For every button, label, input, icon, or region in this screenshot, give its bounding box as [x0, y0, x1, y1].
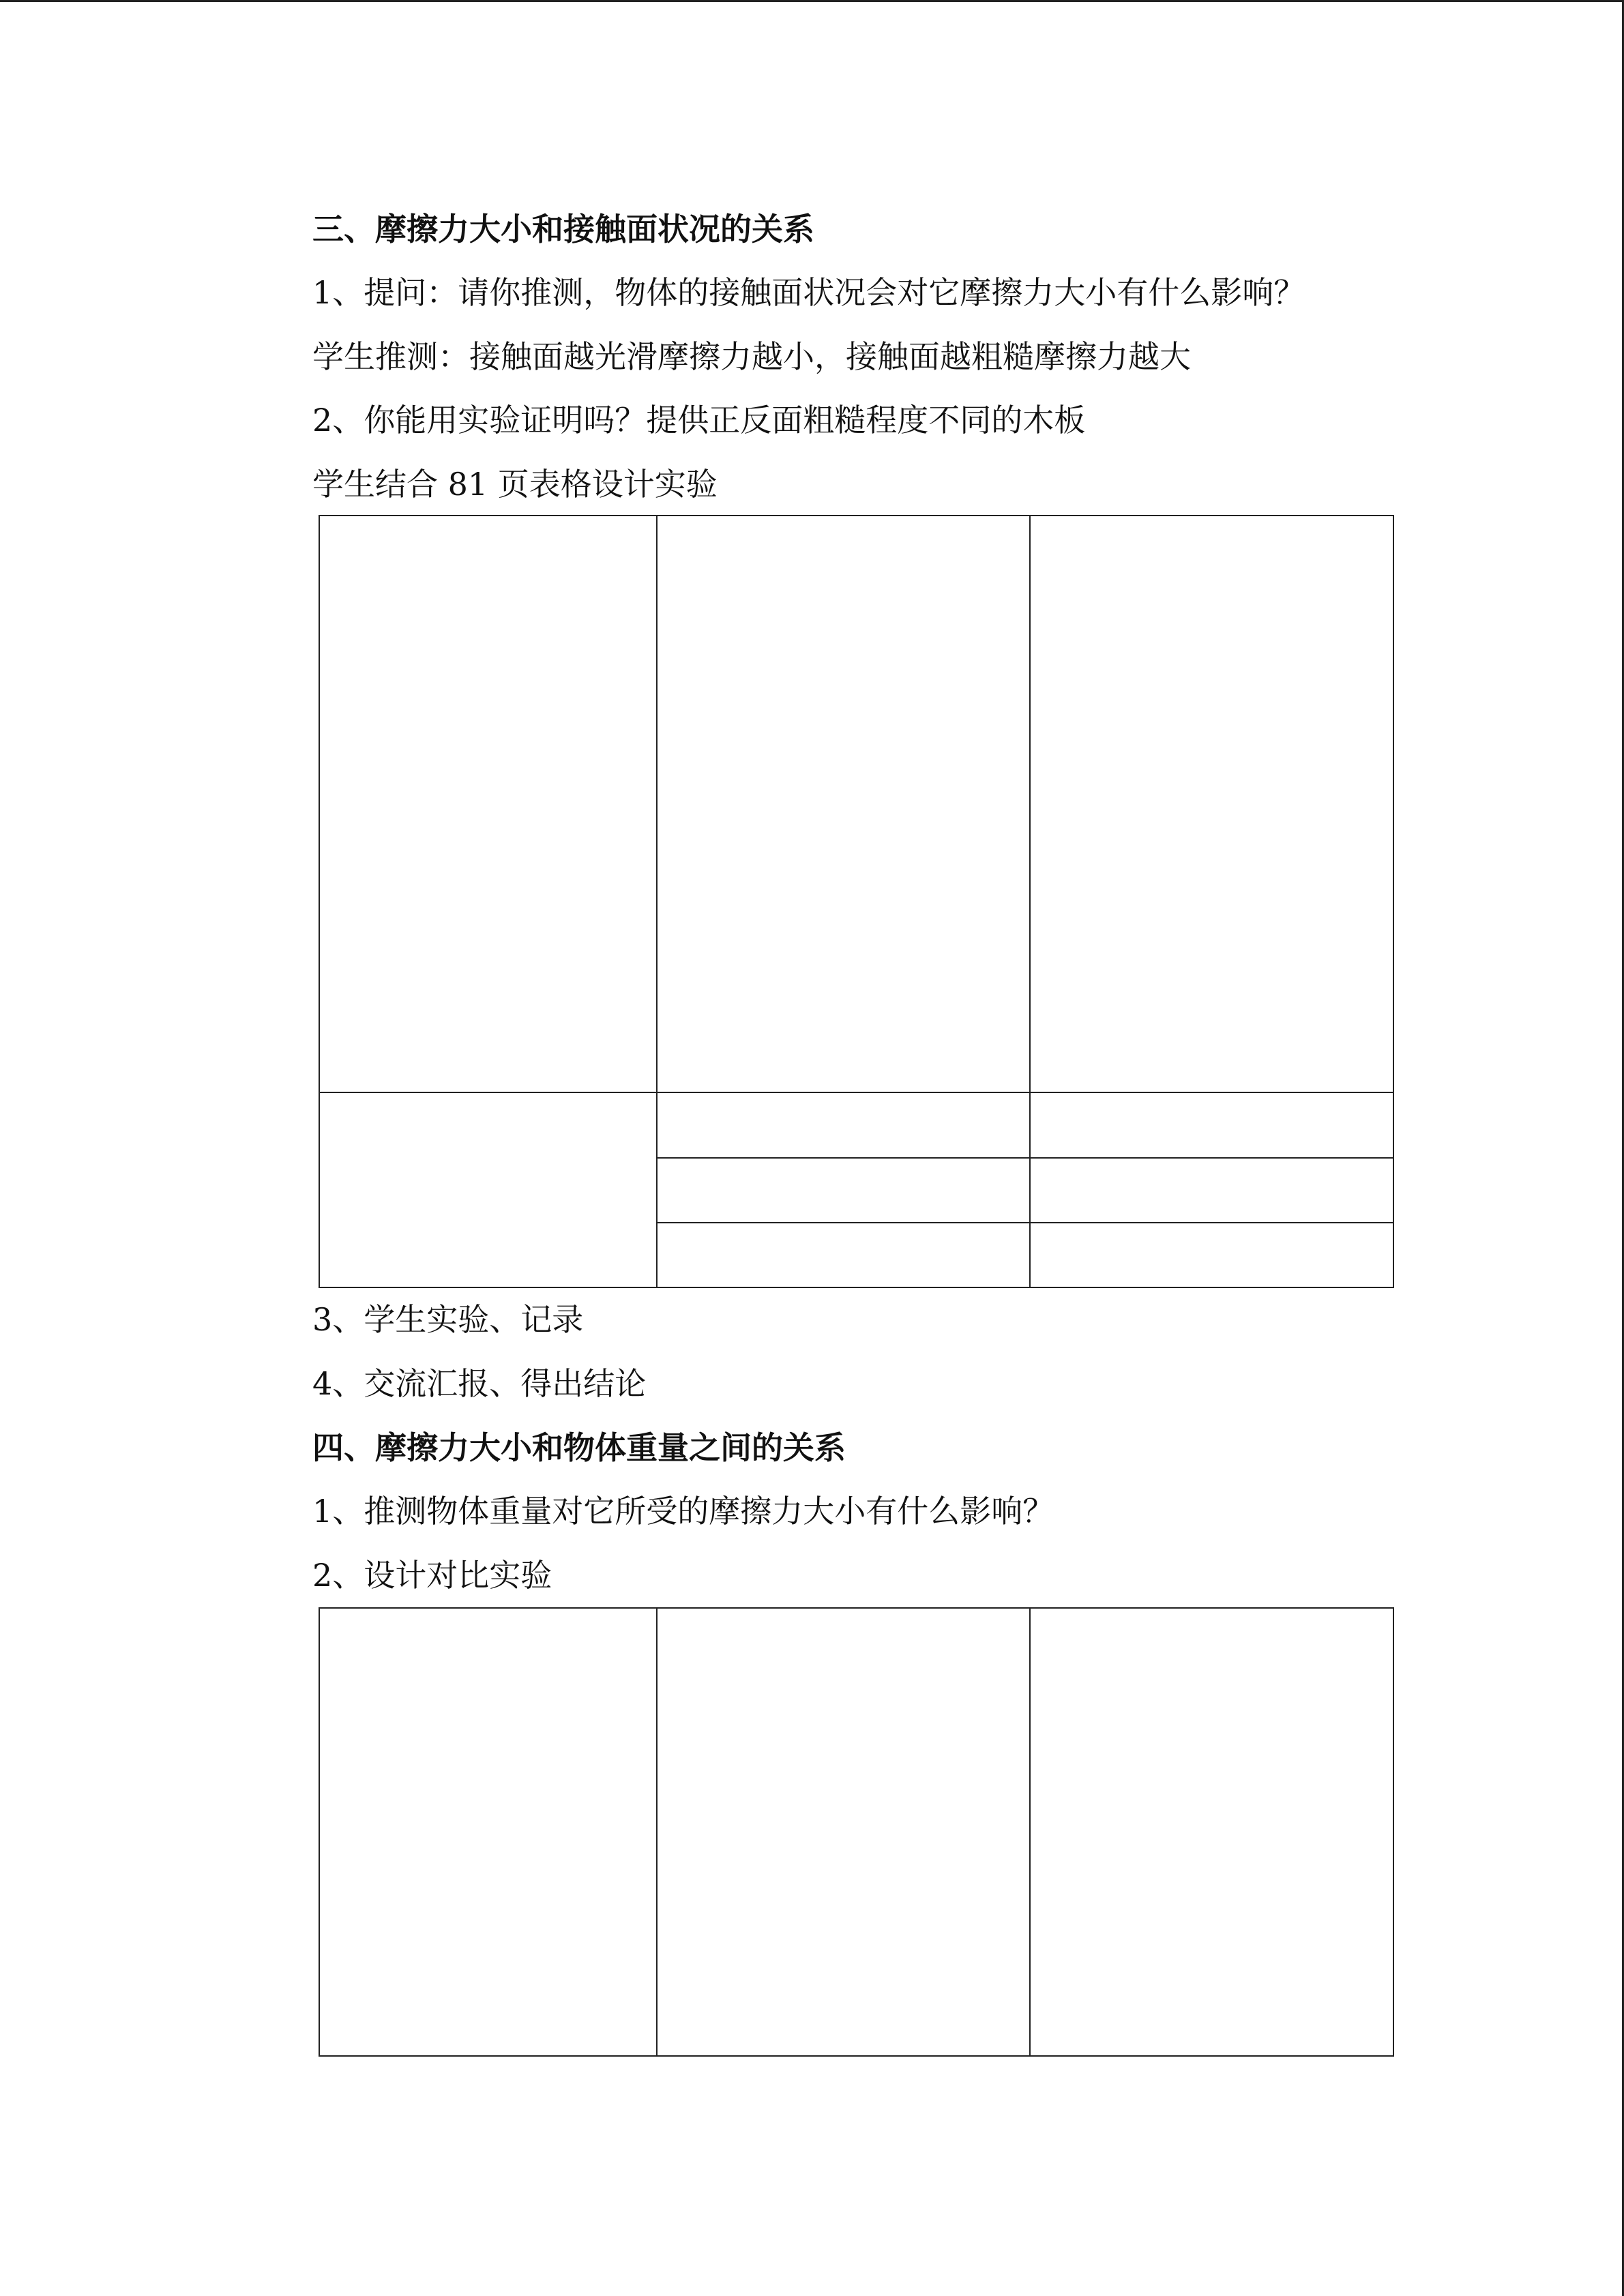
- table-cell: [658, 1159, 1031, 1223]
- table-cell: [658, 1609, 1031, 2057]
- table-cell: [1031, 516, 1394, 1093]
- section3-question-1: 1、提问：请你推测，物体的接触面状况会对它摩擦力大小有什么影响？: [312, 274, 1305, 311]
- section3-step-4: 4、交流汇报、得出结论: [312, 1365, 647, 1402]
- table-cell: [320, 1093, 658, 1288]
- section3-heading: 三、摩擦力大小和接触面状况的关系: [312, 211, 814, 248]
- table-cell: [1031, 1159, 1394, 1223]
- section4-question-2: 2、设计对比实验: [312, 1557, 552, 1594]
- section3-question-2: 2、你能用实验证明吗？提供正反面粗糙程度不同的木板: [312, 402, 1086, 438]
- experiment-table-weight: [319, 1607, 1394, 2057]
- table-cell: [1031, 1223, 1394, 1288]
- table-cell: [1031, 1093, 1394, 1159]
- section4-heading: 四、摩擦力大小和物体重量之间的关系: [312, 1429, 846, 1466]
- table-cell: [320, 1609, 658, 2057]
- table-cell: [658, 1093, 1031, 1159]
- table-cell: [658, 516, 1031, 1093]
- table-cell: [1031, 1609, 1394, 2057]
- section3-design-note: 学生结合 81 页表格设计实验: [312, 466, 718, 503]
- section4-question-1: 1、推测物体重量对它所受的摩擦力大小有什么影响？: [312, 1493, 1054, 1530]
- top-border-rule: [0, 0, 1624, 2]
- section3-step-3: 3、学生实验、记录: [312, 1301, 584, 1338]
- section3-student-guess: 学生推测：接触面越光滑摩擦力越小，接触面越粗糙摩擦力越大: [312, 338, 1191, 375]
- experiment-table-surface: [319, 515, 1394, 1288]
- table-cell: [320, 516, 658, 1093]
- table-cell: [658, 1223, 1031, 1288]
